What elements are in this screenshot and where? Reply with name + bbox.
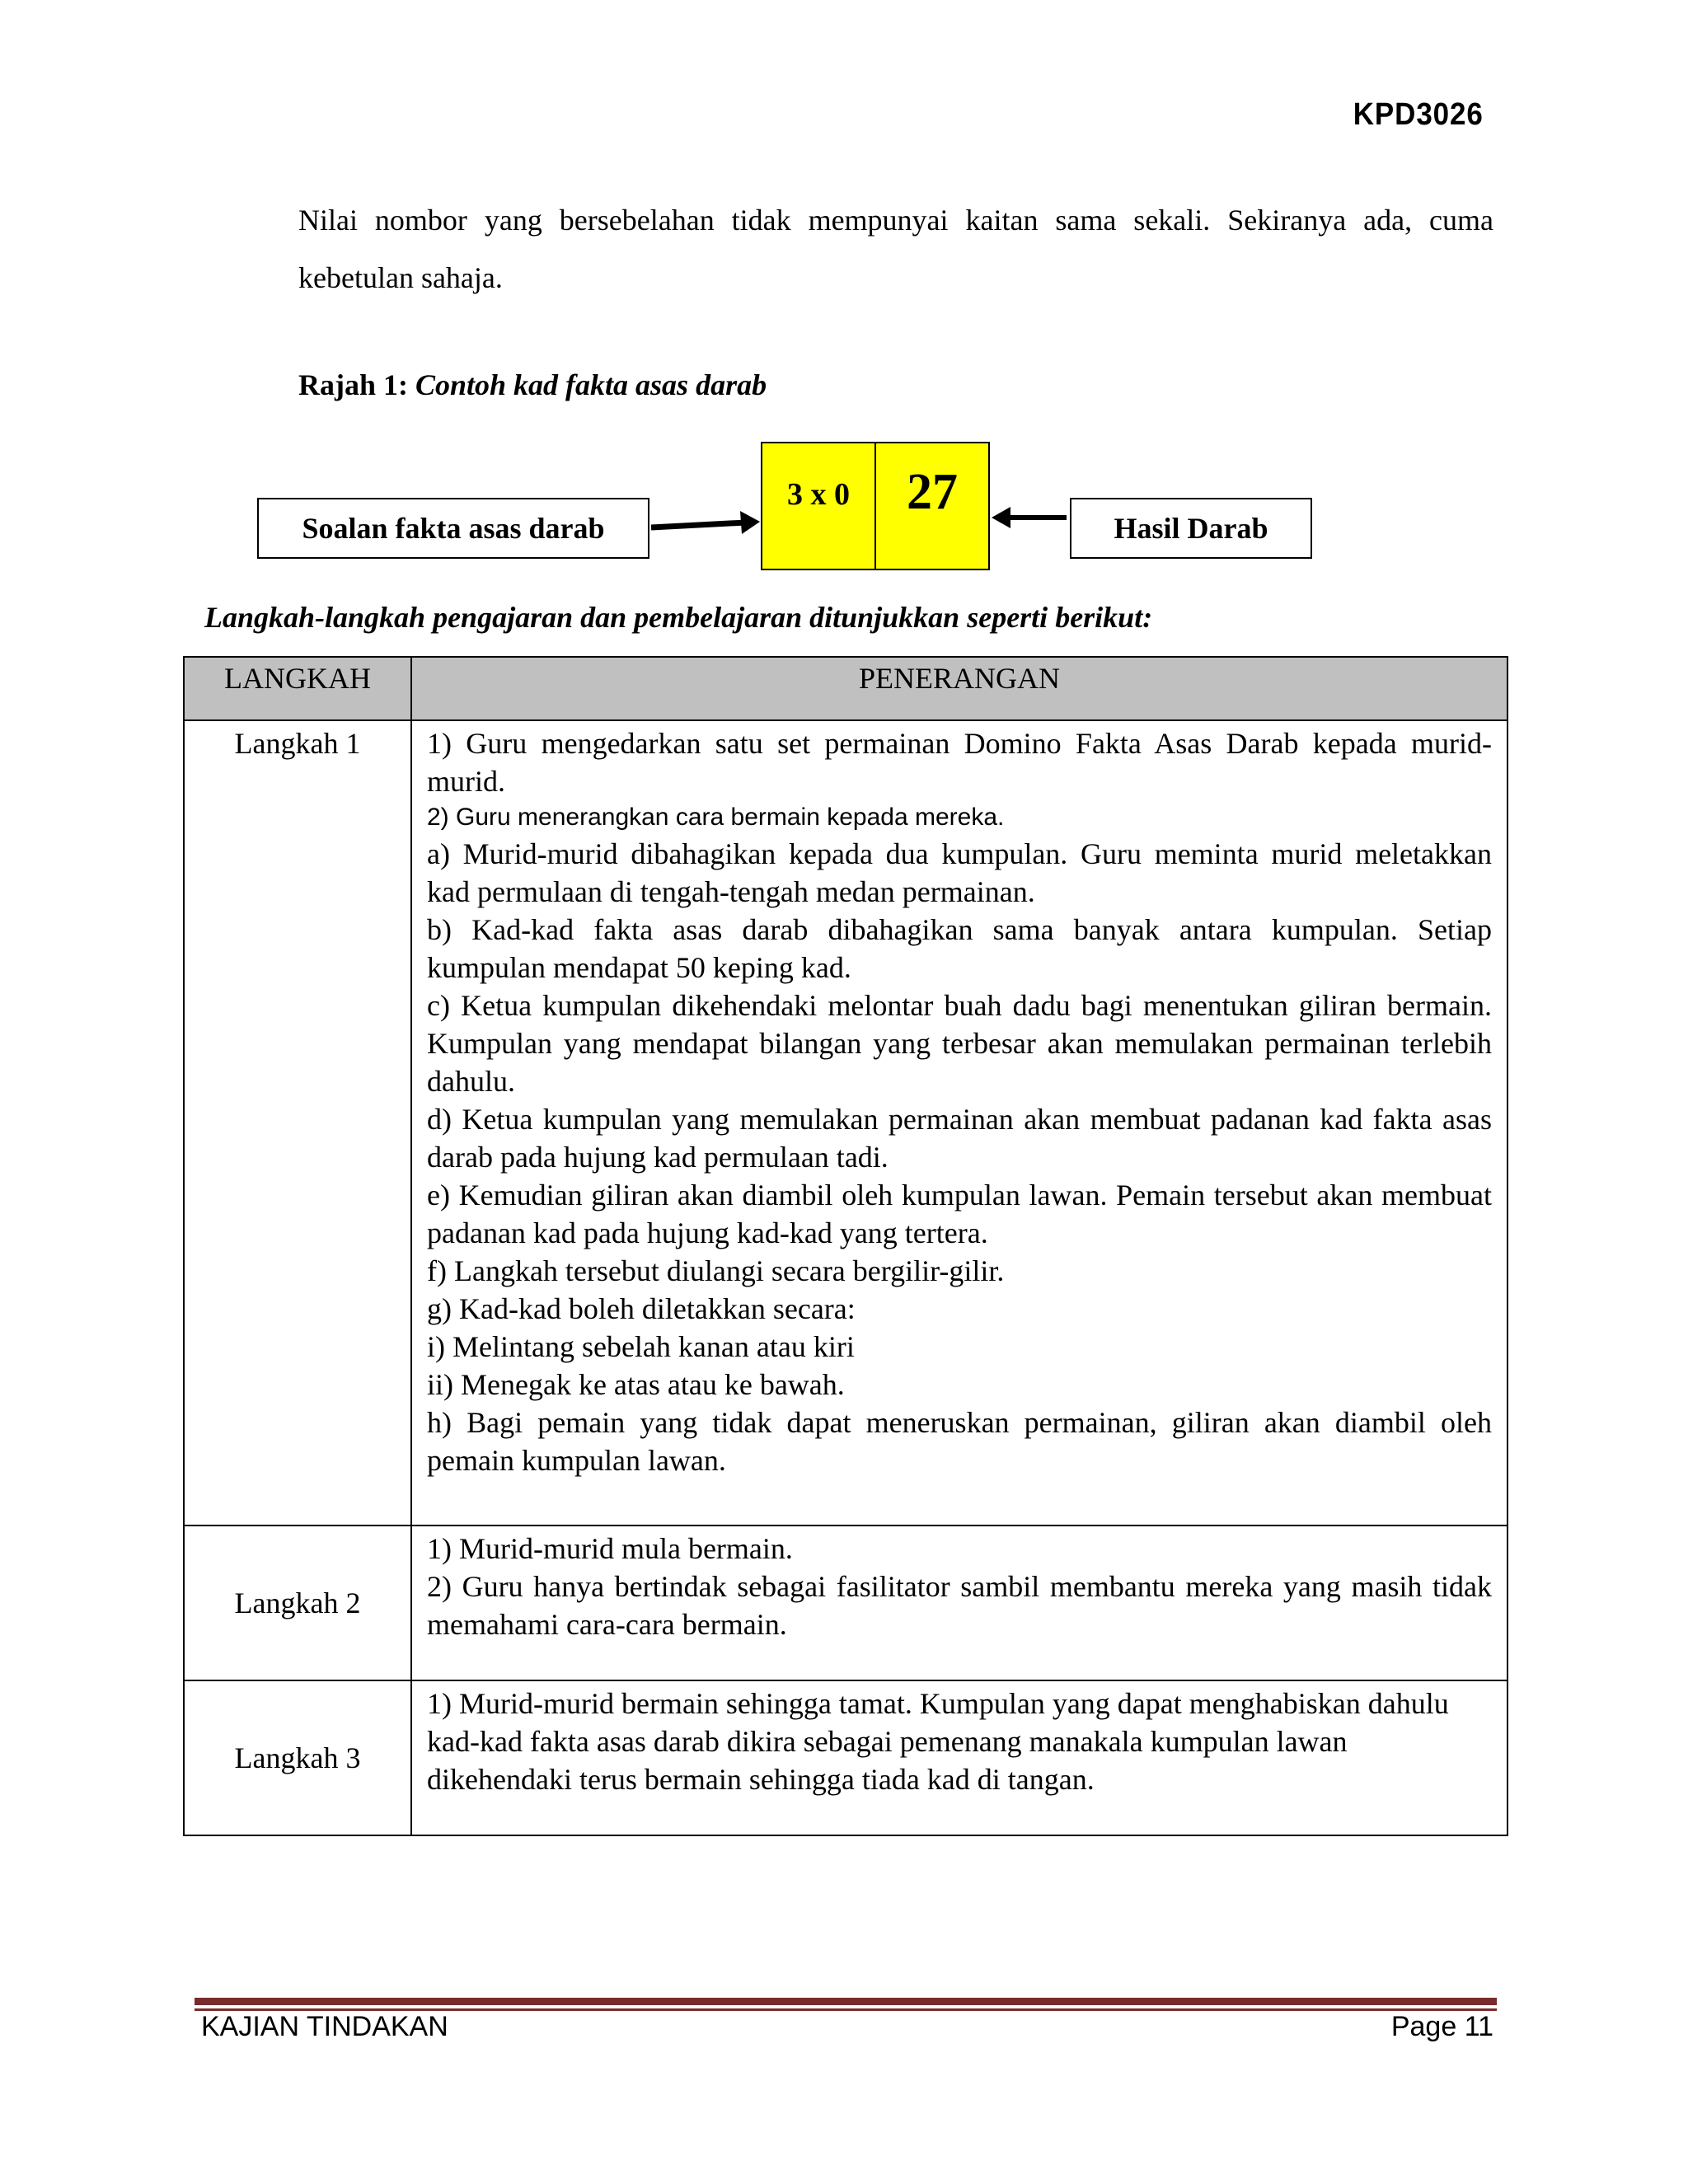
column-header-step: LANGKAH <box>184 657 411 720</box>
step-description <box>411 720 1507 1526</box>
example-card <box>761 442 990 570</box>
step-line: 2) Guru hanya bertindak sebagai fasilitator sambil membantu mereka yang masih tidak memahami cara-cara bermain. <box>427 1570 1492 1641</box>
step-line: d) Ketua kumpulan yang memulakan permainan akan membuat padanan kad fakta asas darab pada hujung kad permulaan tadi. <box>427 1103 1492 1174</box>
steps-table <box>183 656 1508 1836</box>
figure-caption-title: Contoh kad fakta asas darab <box>415 368 767 401</box>
step-line: f) Langkah tersebut diulangi secara bergilir-gilir. <box>427 1254 1005 1287</box>
step-line: 1) Murid-murid bermain sehingga tamat. Kumpulan yang dapat menghabiskan dahulu kad-kad fakta asas darab dikira sebagai pemenang manakala kumpulan lawan dikehendaki terus bermain sehingga tiada kad di tangan. <box>427 1687 1449 1796</box>
step-line: a) Murid-murid dibahagikan kepada dua kumpulan. Guru meminta murid meletakkan kad permulaan di tengah-tengah medan permainan. <box>427 837 1492 908</box>
step-line: i) Melintang sebelah kanan atau kiri <box>427 1330 855 1363</box>
column-header-description: PENERANGAN <box>411 657 1507 720</box>
step-line: ii) Menegak ke atas atau ke bawah. <box>427 1368 845 1401</box>
table-row <box>184 1526 1507 1680</box>
figure-caption <box>298 368 767 402</box>
product-label-box <box>1070 498 1312 559</box>
step-name: Langkah 2 <box>184 1526 411 1680</box>
step-line: g) Kad-kad boleh diletakkan secara: <box>427 1292 856 1325</box>
table-row <box>184 1680 1507 1835</box>
footer-rule <box>195 1998 1497 2011</box>
document-code: KPD3026 <box>1353 97 1484 132</box>
product-label: Hasil Darab <box>1114 512 1268 545</box>
intro-text: Nilai nombor yang bersebelahan tidak mempunyai kaitan sama sekali. Sekiranya ada, cuma kebetulan sahaja. <box>298 204 1493 294</box>
step-line: 1) Guru mengedarkan satu set permainan Domino Fakta Asas Darab kepada murid-murid. <box>427 727 1492 798</box>
intro-paragraph <box>298 191 1493 307</box>
step-line: h) Bagi pemain yang tidak dapat meneruskan permainan, giliran akan diambil oleh pemain kumpulan lawan. <box>427 1406 1492 1477</box>
step-line: e) Kemudian giliran akan diambil oleh kumpulan lawan. Pemain tersebut akan membuat padanan kad pada hujung kad-kad yang tertera. <box>427 1179 1492 1249</box>
arrow-left-icon <box>992 507 1067 528</box>
step-line: 2) Guru menerangkan cara bermain kepada mereka. <box>427 804 1005 831</box>
card-answer: 27 <box>907 464 958 520</box>
arrow-right-icon <box>651 511 760 534</box>
question-label-box <box>257 498 649 559</box>
question-label: Soalan fakta asas darab <box>302 512 605 545</box>
step-description <box>411 1526 1507 1680</box>
step-description <box>411 1680 1507 1835</box>
footer-title: KAJIAN TINDAKAN <box>201 2011 448 2042</box>
footer-rule-thick <box>195 1998 1497 2005</box>
steps-heading: Langkah-langkah pengajaran dan pembelajaran ditunjukkan seperti berikut: <box>204 601 1153 634</box>
step-name: Langkah 3 <box>184 1680 411 1835</box>
table-header-row <box>184 657 1507 720</box>
table-row <box>184 720 1507 1526</box>
step-line: 1) Murid-murid mula bermain. <box>427 1532 793 1565</box>
card-question: 3 x 0 <box>762 443 876 569</box>
figure-caption-label: Rajah 1: <box>298 368 408 401</box>
step-name: Langkah 1 <box>184 720 411 1526</box>
step-line: b) Kad-kad fakta asas darab dibahagikan sama banyak antara kumpulan. Setiap kumpulan mendapat 50 keping kad. <box>427 913 1492 984</box>
step-line: c) Ketua kumpulan dikehendaki melontar buah dadu bagi menentukan giliran bermain. Kumpulan yang mendapat bilangan yang terbesar akan memulakan permainan terlebih dahulu. <box>427 989 1492 1098</box>
page-number: Page 11 <box>1390 2011 1493 2042</box>
